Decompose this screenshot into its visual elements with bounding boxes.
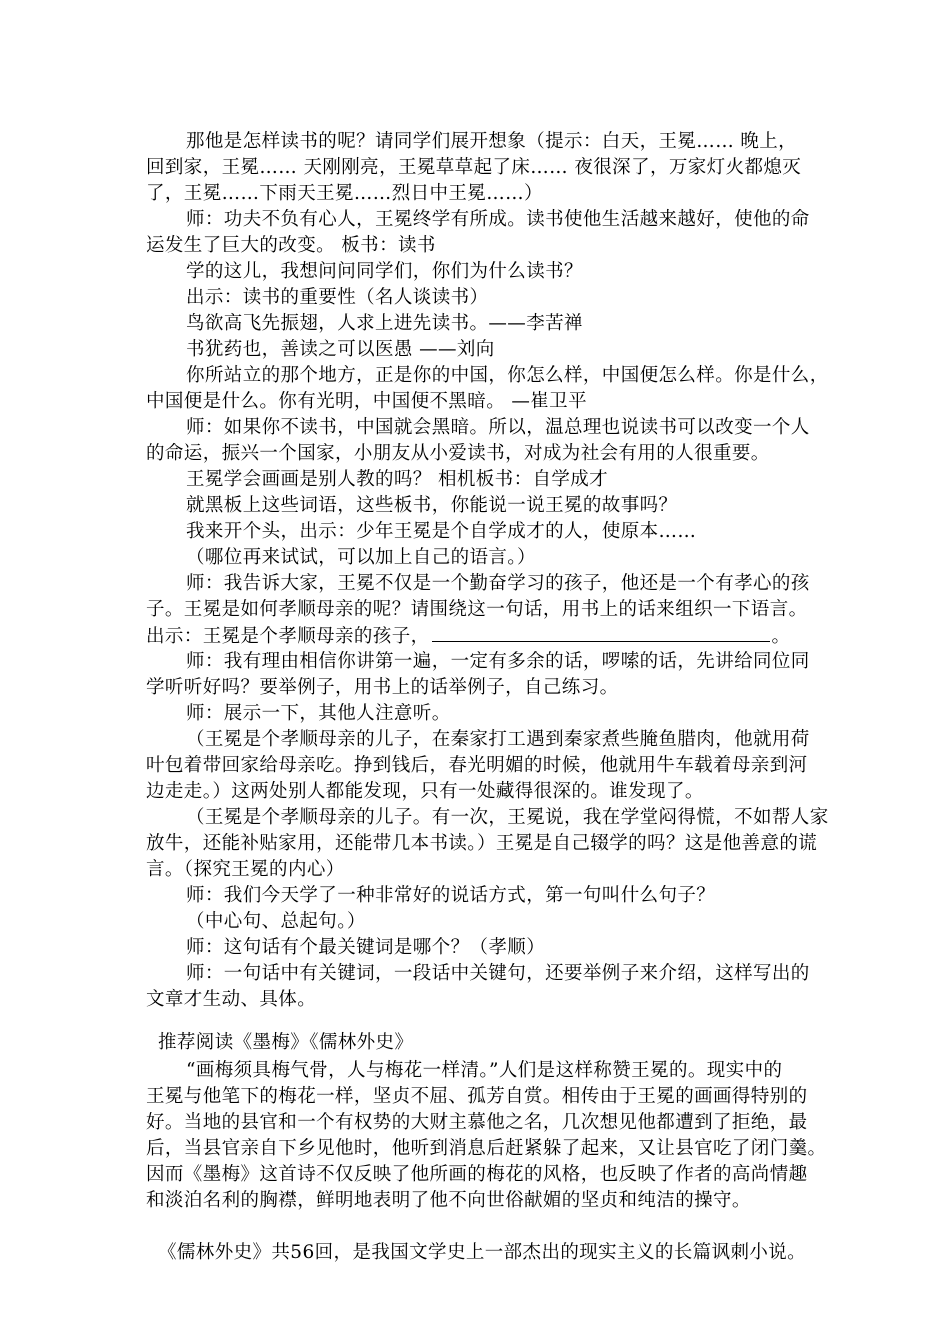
text-line: 学听听好吗？要举例子，用书上的话举例子，自己练习。 <box>146 677 619 698</box>
text-line: 和淡泊名利的胸襟，鲜明地表明了他不向世俗献媚的坚贞和纯洁的操守。 <box>146 1190 751 1211</box>
fill-in-end: 。 <box>771 626 791 647</box>
text-line: （王冕是个孝顺母亲的儿子，在秦家打工遇到秦家煮些腌鱼腊肉，他就用荷 <box>186 729 810 750</box>
text-line: 出示：读书的重要性（名人谈读书） <box>186 287 489 308</box>
text-line: 师：这句话有个最关键词是哪个？（孝顺） <box>186 937 546 958</box>
section-heading: 推荐阅读《墨梅》《儒林外史》 <box>158 1032 414 1053</box>
blank-underline <box>432 623 770 642</box>
text-line: 王冕与他笔下的梅花一样，坚贞不屈、孤芳自赏。相传由于王冕的画画得特别的 <box>146 1086 808 1107</box>
text-line: 书犹药也，善读之可以医愚 ——刘向 <box>186 339 495 360</box>
text-line: 了，王冕……下雨天王冕……烈日中王冕……） <box>146 183 543 204</box>
text-line: 放牛，还能补贴家用，还能带几本书读。）王冕是自己辍学的吗？这是他善意的谎 <box>146 833 818 854</box>
text-line: 运发生了巨大的改变。 板书：读书 <box>146 235 436 256</box>
text-line: 边走走。）这两处别人都能发现，只有一处藏得很深的。谁发现了。 <box>146 781 704 802</box>
text-line: “画梅须具梅气骨，人与梅花一样清。”人们是这样称赞王冕的。现实中的 <box>186 1060 783 1081</box>
text-line: 鸟欲高飞先振翅，人求上进先读书。——李苦禅 <box>186 313 583 334</box>
text-line: 师：我们今天学了一种非常好的说话方式，第一句叫什么句子？ <box>186 885 716 906</box>
text-line: 你所站立的那个地方，正是你的中国，你怎么样，中国便怎么样。你是什么， <box>186 365 829 386</box>
text-line: 文章才生动、具体。 <box>146 989 317 1010</box>
text-line: 就黑板上这些词语，这些板书，你能说一说王冕的故事吗？ <box>186 495 678 516</box>
text-line: 的命运，振兴一个国家，小朋友从小爱读书，对成为社会有用的人很重要。 <box>146 443 770 464</box>
text-line: 我来开个头，出示：少年王冕是个自学成才的人，使原本…… <box>186 521 697 542</box>
text-line: 叶包着带回家给母亲吃。挣到钱后，春光明媚的时候，他就用牛车载着母亲到河 <box>146 755 808 776</box>
text-line: 因而《墨梅》这首诗不仅反映了他所画的梅花的风格，也反映了作者的高尚情趣 <box>146 1164 808 1185</box>
fill-in-line <box>146 623 790 650</box>
text-line: 王冕学会画画是别人教的吗？ 相机板书：自学成才 <box>186 469 609 490</box>
text-line: 后，当县官亲自下乡见他时，他听到消息后赶紧躲了起来，又让县官吃了闭门羹。 <box>146 1138 827 1159</box>
text-line: 师：功夫不负有心人，王冕终学有所成。读书使他生活越来越好，使他的命 <box>186 209 810 230</box>
text-line: 中国便是什么。你有光明，中国便不黑暗。 —崔卫平 <box>146 391 587 412</box>
text-line: 子。王冕是如何孝顺母亲的呢？请围绕这一句话，用书上的话来组织一下语言。 <box>146 599 808 620</box>
text-line: （王冕是个孝顺母亲的儿子。有一次，王冕说，我在学堂闷得慌，不如帮人家 <box>186 807 829 828</box>
fill-in-prompt: 出示：王冕是个孝顺母亲的孩子， <box>146 626 430 647</box>
text-line: 《儒林外史》共56回，是我国文学史上一部杰出的现实主义的长篇讽刺小说。 <box>158 1242 807 1263</box>
text-line: 回到家，王冕…… 天刚刚亮，王冕草草起了床…… 夜很深了，万家灯火都熄灭 <box>146 157 802 178</box>
text-line: 师：我有理由相信你讲第一遍，一定有多余的话，啰嗦的话，先讲给同位同 <box>186 651 810 672</box>
text-line: 言。（探究王冕的内心） <box>146 859 345 880</box>
text-line: 师：如果你不读书，中国就会黑暗。所以，温总理也说读书可以改变一个人 <box>186 417 810 438</box>
text-line: （哪位再来试试，可以加上自己的语言。） <box>186 547 536 568</box>
text-line: （中心句、总起句。） <box>186 911 366 932</box>
text-line: 师：展示一下，其他人注意听。 <box>186 703 451 724</box>
text-line: 学的这儿，我想问问同学们，你们为什么读书？ <box>186 261 583 282</box>
text-line: 师：一句话中有关键词，一段话中关键句，还要举例子来介绍，这样写出的 <box>186 963 810 984</box>
text-line: 好。当地的县官和一个有权势的大财主慕他之名，几次想见他都遭到了拒绝，最 <box>146 1112 808 1133</box>
text-line: 那他是怎样读书的呢？请同学们展开想象（提示：白天，王冕…… 晚上， <box>186 131 798 152</box>
text-line: 师：我告诉大家，王冕不仅是一个勤奋学习的孩子，他还是一个有孝心的孩 <box>186 573 810 594</box>
